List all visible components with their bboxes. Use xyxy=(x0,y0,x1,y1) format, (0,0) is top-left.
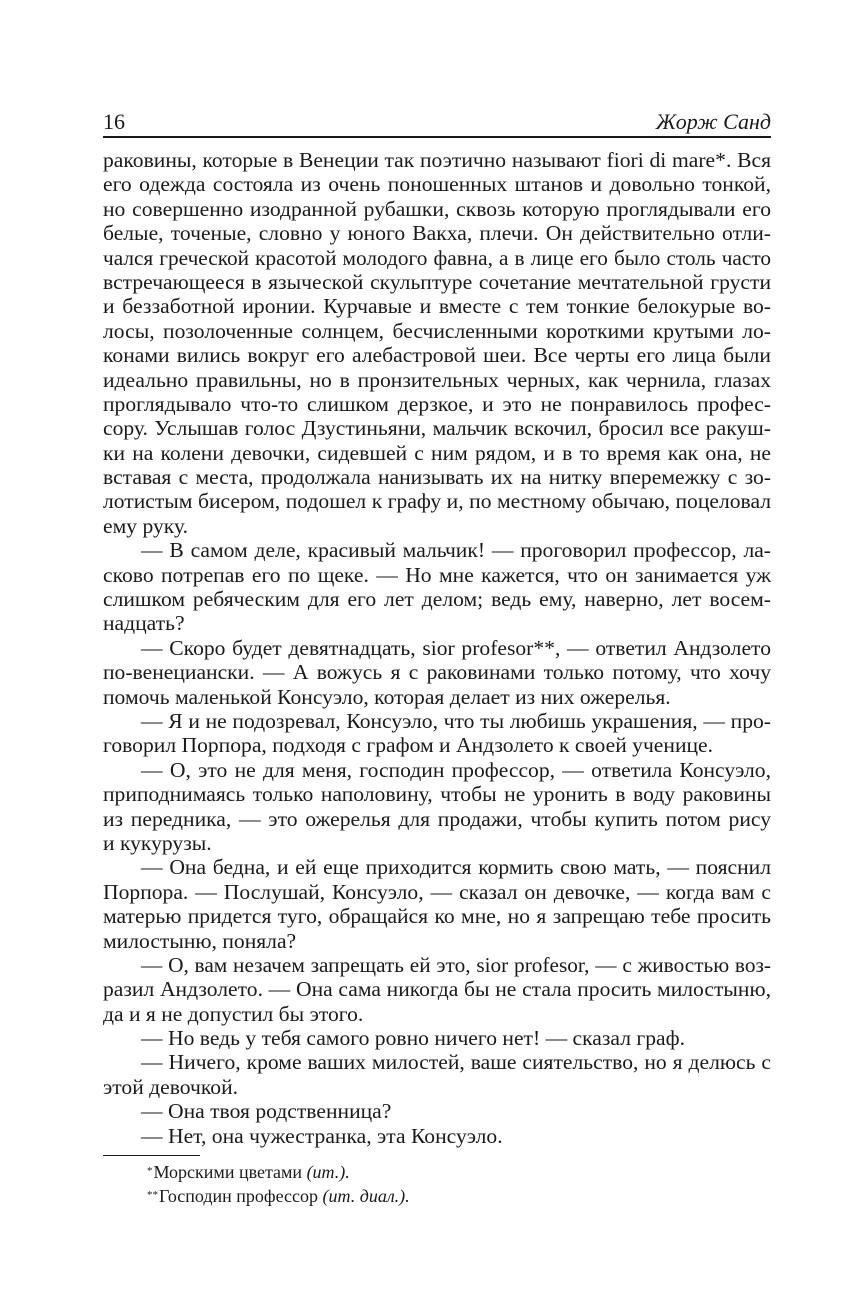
text-line: помочь маленькой Консуэло, которая делает из них ожерелья. xyxy=(103,684,671,709)
footnote-text: Господин профессор xyxy=(159,1186,319,1206)
text-line: из передника, — это ожерелья для продажи, чтобы купить потом рису xyxy=(103,806,771,831)
text-line: встречающееся в языческой скульптуре сочетание мечтательной грусти xyxy=(103,269,771,294)
text-line: — Но ведь у тебя самого ровно ничего нет! — сказал граф. xyxy=(141,1026,685,1051)
footnote-text: Морскими цветами xyxy=(153,1162,303,1182)
text-line: — Она твоя родственница? xyxy=(141,1099,392,1124)
text-line: надцать? xyxy=(103,611,185,636)
text-line: и кукурузы. xyxy=(103,830,212,855)
page-number: 16 xyxy=(103,109,125,134)
text-line: лотистым бисером, подошел к графу и, по местному обычаю, поцеловал xyxy=(103,489,771,514)
text-line: милостыню, поняла? xyxy=(103,928,297,953)
body-text xyxy=(103,148,771,1148)
text-line: сково потрепав его по щеке. — Но мне кажется, что он занимается уж xyxy=(103,562,771,587)
footnote-language-note: (ит. диал.). xyxy=(322,1186,410,1206)
text-line: проглядывало что-то слишком дерзкое, и это не понравилось профес- xyxy=(103,391,771,416)
footnote xyxy=(147,1160,410,1184)
text-line: его одежда состояла из очень поношенных штанов и довольно тонкой, xyxy=(103,172,771,197)
text-line: — Скоро будет девятнадцать, sior profesor**, — ответил Андзолето xyxy=(141,635,771,660)
text-line: ки на колени девочки, сидевшей с ним рядом, и в то время как она, не xyxy=(103,440,771,465)
text-line: разил Андзолето. — Она сама никогда бы не стала просить милостыню, xyxy=(103,977,771,1002)
text-line: вставая с места, продолжала нанизывать их на нитку вперемежку с зо- xyxy=(103,465,771,490)
text-line: раковины, которые в Венеции так поэтично называют fiori di mare*. Вся xyxy=(103,148,771,172)
running-title: Жорж Санд xyxy=(655,109,771,134)
text-line: ему руку. xyxy=(103,513,188,538)
text-line: — О, это не для меня, господин профессор, — ответила Консуэло, xyxy=(141,757,771,782)
text-line: — Я и не подозревал, Консуэло, что ты любишь украшения, — про- xyxy=(141,708,771,733)
footnote-language-note: (ит.). xyxy=(306,1162,350,1182)
text-line: — В самом деле, красивый мальчик! — проговорил профессор, ла- xyxy=(141,538,771,563)
text-line: этой девочкой. xyxy=(103,1074,239,1099)
text-line: и беззаботной иронии. Курчавые и вместе с тем тонкие белокурые во- xyxy=(103,294,771,319)
text-line: — Нет, она чужестранка, эта Консуэло. xyxy=(141,1123,503,1148)
text-line: чался греческой красотой молодого фавна, а в лице его было столь часто xyxy=(103,245,771,270)
text-line: приподнимаясь только наполовину, чтобы не уронить в воду раковины xyxy=(103,782,771,807)
page-header xyxy=(103,108,771,138)
text-line: но совершенно изодранной рубашки, сквозь которую проглядывали его xyxy=(103,196,771,221)
text-line: да и я не допустил бы этого. xyxy=(103,1001,364,1026)
text-line: — Ничего, кроме ваших милостей, ваше сиятельство, но я делюсь с xyxy=(141,1050,771,1075)
footnote-mark: * xyxy=(147,1165,153,1177)
text-line: белые, точеные, словно у юного Вакха, плечи. Он действительно отли- xyxy=(103,221,771,246)
text-line: — Она бедна, и ей еще приходится кормить свою мать, — пояснил xyxy=(141,855,771,880)
text-line: — О, вам незачем запрещать ей это, sior profesor, — с живостью воз- xyxy=(141,952,771,977)
footnote-mark: ** xyxy=(147,1189,158,1201)
text-line: по-венециански. — А вожусь я с раковинами только потому, что хочу xyxy=(103,660,771,685)
footnotes xyxy=(147,1160,410,1208)
footnote xyxy=(147,1184,410,1208)
text-line: сору. Услышав голос Дзустиньяни, мальчик вскочил, бросил все ракуш- xyxy=(103,416,771,441)
text-line: идеально правильны, но в пронзительных черных, как чернила, глазах xyxy=(103,367,771,392)
text-line: лосы, позолоченные солнцем, бесчисленными короткими крутыми ло- xyxy=(103,318,771,343)
text-line: слишком ребяческим для его лет делом; ведь ему, наверно, лет восем- xyxy=(103,587,771,612)
text-line: матерью придется туго, обращайся ко мне, но я запрещаю тебе просить xyxy=(103,904,771,929)
footnote-rule xyxy=(103,1155,200,1156)
text-line: говорил Порпора, подходя с графом и Андзолето к своей ученице. xyxy=(103,733,714,758)
text-line: Порпора. — Послушай, Консуэло, — сказал он девочке, — когда вам с xyxy=(103,879,771,904)
text-line: конами вились вокруг его алебастровой шеи. Все черты его лица были xyxy=(103,343,771,368)
